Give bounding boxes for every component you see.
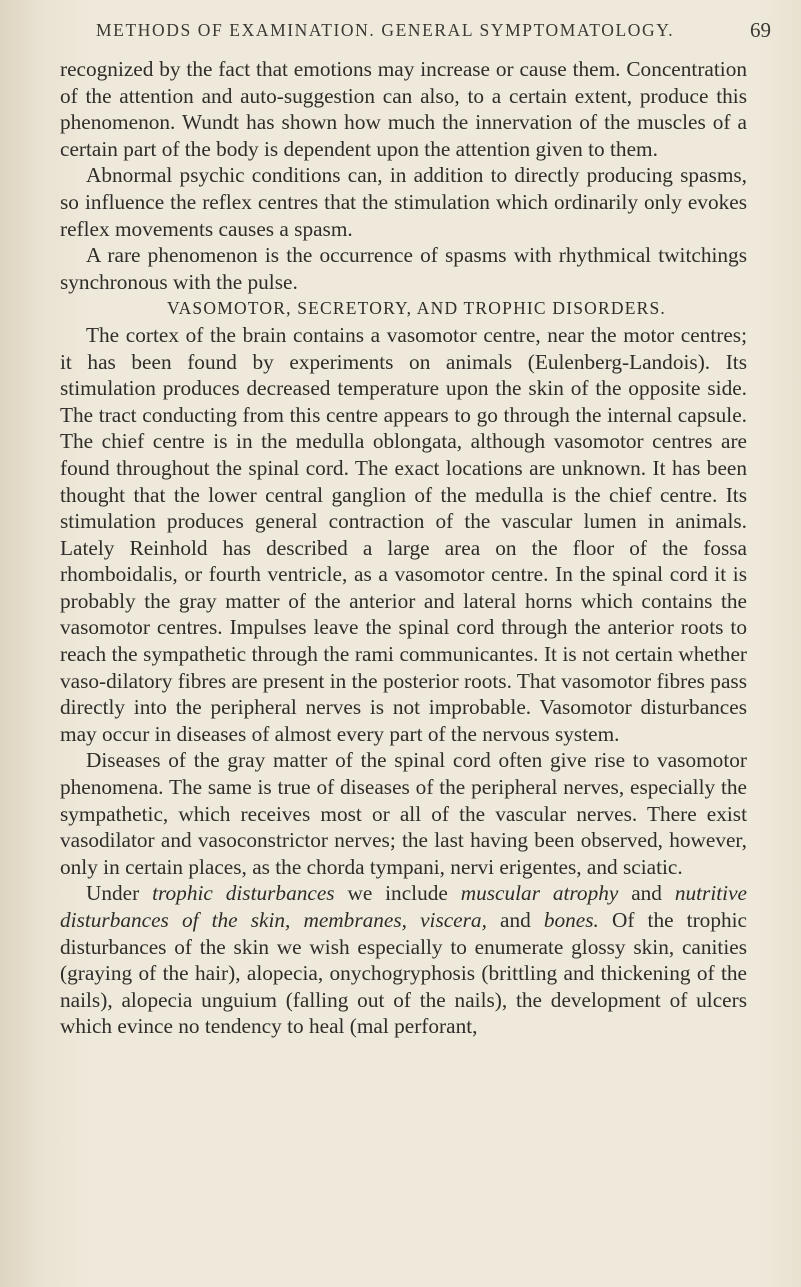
body-text	[60, 56, 747, 1040]
text-run: Of the trophic disturbances of the skin we wish especially to enumerate glossy skin, canities (graying of the hair), alopecia, onychogryphosis (brittling and thickening of the nails), alopecia unguium (falling out of the nails), the development of ulcers which evince no tendency to heal (mal perforant,	[60, 908, 747, 1039]
italic-term: bones.	[543, 908, 599, 932]
paragraph: Diseases of the gray matter of the spinal cord often give rise to vasomotor phenomena. The same is true of diseases of the peripheral nerves, especially the sympathetic, which receives most or all of the vascular nerves. There exist vasodilator and vasoconstrictor nerves; the last having been observed, however, only in certain places, as the chorda tympani, nervi erigentes, and sciatic.	[60, 748, 747, 879]
text-run: Under	[86, 881, 153, 906]
running-title: METHODS OF EXAMINATION. GENERAL SYMPTOMATOLOGY.	[96, 20, 675, 40]
italic-term: trophic disturbances	[152, 881, 335, 906]
paragraph: A rare phenomenon is the occurrence of spasms with rhythmical twitchings synchronous with the pulse.	[60, 243, 747, 294]
section-heading: VASOMOTOR, SECRETORY, AND TROPHIC DISORDERS.	[167, 298, 666, 319]
page-number: 69	[750, 18, 771, 42]
italic-term: muscular atrophy	[460, 881, 619, 906]
text-run: we include	[334, 881, 461, 906]
paragraph: Abnormal psychic conditions can, in addition to directly producing spasms, so influence the reflex centres that the stimulation which ordinarily only evokes reflex movements causes a spasm.	[60, 163, 747, 241]
text-run: and	[618, 881, 675, 906]
running-header	[96, 20, 771, 46]
text-run: and	[486, 908, 544, 932]
italic-term: nutritive disturbances of the skin, membranes, viscera,	[60, 881, 747, 932]
paragraph: The cortex of the brain contains a vasomotor centre, near the motor centres; it has been found by experiments on animals (Eulenberg-Landois). Its stimulation produces decreased temperature upon the skin of the opposite side. The tract conducting from this centre appears to go through the internal capsule. The chief centre is in the medulla oblongata, although vasomotor centres are found throughout the spinal cord. The exact locations are unknown. It has been thought that the lower central ganglion of the medulla is the chief centre. Its stimulation produces general contraction of the vascular lumen in animals. Lately Reinhold has described a large area on the floor of the fossa rhomboidalis, or fourth ventricle, as a vasomotor centre. In the spinal cord it is probably the gray matter of the anterior and lateral horns which contains the vasomotor centres. Impulses leave the spinal cord through the anterior roots to reach the sympathetic through the rami communicantes. It is not certain whether vaso-dilatory fibres are present in the posterior roots. That vasomotor fibres pass directly into the peripheral nerves is not improbable. Vasomotor disturbances may occur in diseases of almost every part of the nervous system.	[60, 322, 747, 746]
paragraph: recognized by the fact that emotions may increase or cause them. Concentration of the attention and auto-suggestion can also, to a certain extent, produce this phenomenon. Wundt has shown how much the innervation of the muscles of a certain part of the body is dependent upon the attention given to them.	[60, 57, 747, 161]
paragraph	[60, 880, 747, 1040]
